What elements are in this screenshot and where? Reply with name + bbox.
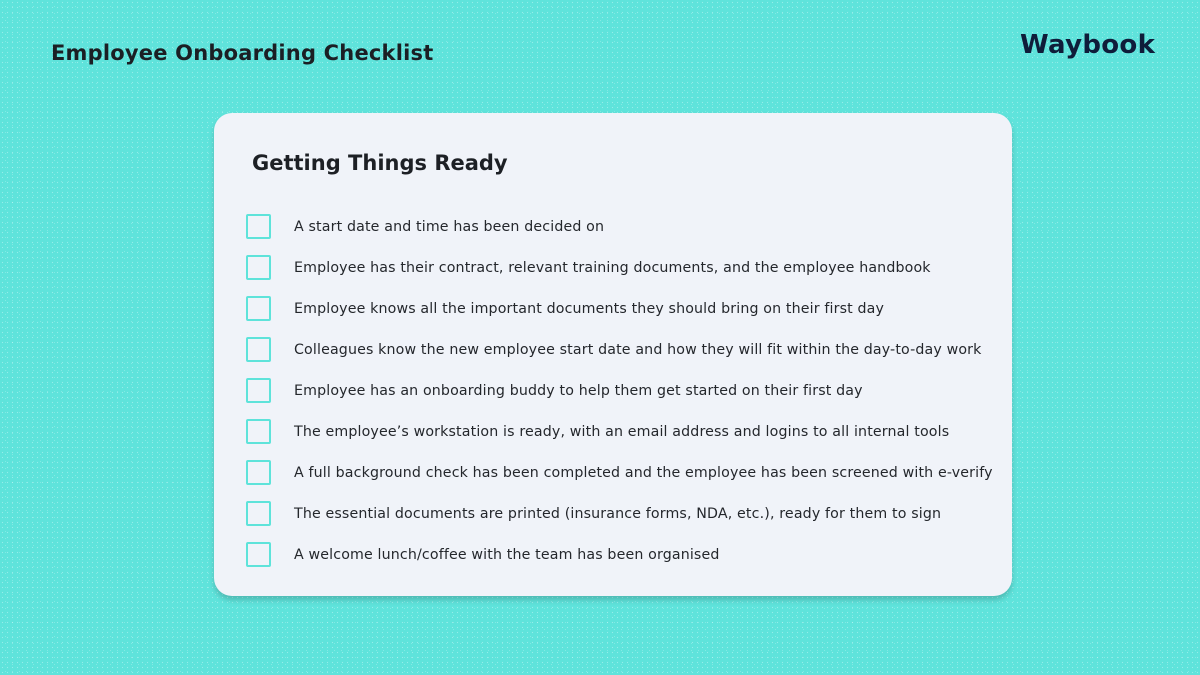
checkbox[interactable] — [246, 378, 271, 403]
checklist-item — [246, 247, 993, 288]
checklist-item — [246, 288, 993, 329]
checklist-item — [246, 206, 993, 247]
checkbox[interactable] — [246, 460, 271, 485]
checklist-item-label: The essential documents are printed (insurance forms, NDA, etc.), ready for them to sign — [294, 505, 942, 522]
checklist-item — [246, 411, 993, 452]
checklist — [246, 206, 993, 575]
checklist-item — [246, 534, 993, 575]
page-title: Employee Onboarding Checklist — [51, 41, 434, 65]
checklist-item — [246, 370, 993, 411]
checklist-item-label: A start date and time has been decided on — [294, 218, 605, 235]
checkbox[interactable] — [246, 255, 271, 280]
checklist-item-label: Employee has an onboarding buddy to help them get started on their first day — [294, 382, 863, 399]
checklist-item — [246, 329, 993, 370]
checklist-item-label: Employee has their contract, relevant training documents, and the employee handbook — [294, 259, 931, 276]
checkbox[interactable] — [246, 501, 271, 526]
checklist-item-label: A full background check has been completed and the employee has been screened with e-verify — [294, 464, 993, 481]
checklist-item — [246, 493, 993, 534]
checklist-item-label: Employee knows all the important documents they should bring on their first day — [294, 300, 885, 317]
checkbox[interactable] — [246, 419, 271, 444]
checklist-card — [214, 113, 1012, 596]
checklist-item-label: Colleagues know the new employee start date and how they will fit within the day-to-day work — [294, 341, 982, 358]
checkbox[interactable] — [246, 214, 271, 239]
checklist-item — [246, 452, 993, 493]
checkbox[interactable] — [246, 542, 271, 567]
section-title: Getting Things Ready — [252, 151, 508, 175]
checklist-item-label: A welcome lunch/coffee with the team has been organised — [294, 546, 720, 563]
waybook-logo: Waybook — [1020, 30, 1156, 60]
checkbox[interactable] — [246, 337, 271, 362]
checklist-item-label: The employee’s workstation is ready, with an email address and logins to all internal tools — [294, 423, 950, 440]
checkbox[interactable] — [246, 296, 271, 321]
